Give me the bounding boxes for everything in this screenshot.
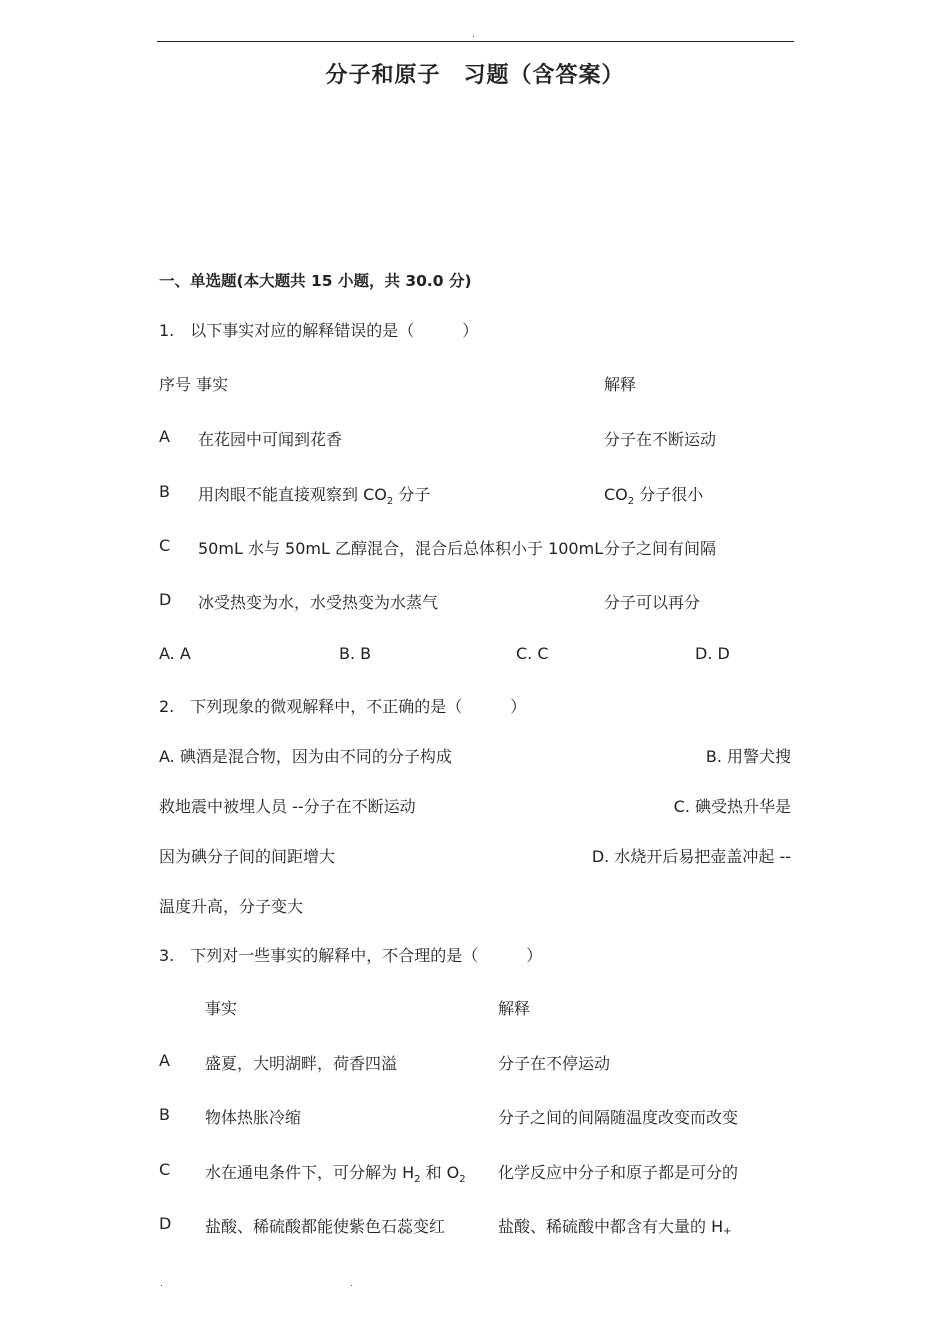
q2-stem: 2. 下列现象的微观解释中，不正确的是（ ） — [159, 697, 527, 716]
q1-stem: 1. 以下事实对应的解释错误的是（ ） — [159, 321, 479, 340]
q1-row-explain: $CO_2$ 分子很小 — [604, 485, 704, 507]
q1-header-explain: 解释 — [604, 375, 637, 394]
q1-header-fact: 序号 事实 — [159, 375, 229, 394]
q3-stem: 3. 下列对一些事实的解释中，不合理的是（ ） — [159, 946, 543, 965]
q1-option-a: A. A — [159, 644, 191, 663]
q1-row-explain: 分子可以再分 — [604, 593, 701, 612]
q3-row-explain: 盐酸、稀硫酸中都含有大量的 H+ — [498, 1217, 732, 1237]
q1-option-c: C. C — [516, 644, 549, 663]
q3-row-explain: 分子之间的间隔随温度改变而改变 — [498, 1108, 739, 1127]
header-dot: . — [472, 30, 475, 40]
footer-dot-right: . — [350, 1279, 353, 1289]
q2-line-left: 救地震中被埋人员 --分子在不断运动 — [159, 797, 416, 816]
q1-row-explain: 分子在不断运动 — [604, 430, 717, 449]
q3-row-fact: 物体热胀冷缩 — [205, 1108, 302, 1127]
footer-dot-left: . — [160, 1279, 163, 1289]
q1-row-fact: 在花园中可闻到花香 — [198, 430, 343, 449]
q3-row-key: D — [159, 1214, 172, 1233]
q3-row-key: B — [159, 1105, 170, 1124]
q1-row-key: A — [159, 427, 170, 446]
q3-header-explain: 解释 — [498, 999, 531, 1018]
q2-line-left: 因为碘分子间的间距增大 — [159, 847, 336, 866]
q1-row-fact: 50mL 水与 50mL 乙醇混合，混合后总体积小于 100mL — [198, 539, 604, 558]
q3-row-explain: 化学反应中分子和原子都是可分的 — [498, 1163, 739, 1182]
q3-row-fact: 盛夏，大明湖畔，荷香四溢 — [205, 1054, 398, 1073]
q2-line-left: A. 碘酒是混合物，因为由不同的分子构成 — [159, 747, 452, 766]
q1-row-key: D — [159, 590, 172, 609]
q3-row-fact: 水在通电条件下，可分解为 $H_2$ 和 $O_2$ — [205, 1163, 466, 1185]
q2-line-left: 温度升高，分子变大 — [159, 897, 304, 916]
q3-row-explain: 分子在不停运动 — [498, 1054, 611, 1073]
q3-header-fact: 事实 — [205, 999, 238, 1018]
q3-row-fact: 盐酸、稀硫酸都能使紫色石蕊变红 — [205, 1217, 446, 1236]
document-title: 分子和原子 习题（含答案） — [325, 63, 625, 88]
q2-line-right: C. 碘受热升华是 — [673, 797, 791, 816]
q1-row-fact: 冰受热变为水，水受热变为水蒸气 — [198, 593, 439, 612]
q2-line-right: B. 用警犬搜 — [705, 747, 791, 766]
q1-row-fact: 用肉眼不能直接观察到 $CO_2$ 分子 — [198, 485, 431, 507]
q2-line-right: D. 水烧开后易把壶盖冲起 -- — [591, 847, 791, 866]
q3-row-key: A — [159, 1051, 170, 1070]
header-rule — [157, 41, 794, 42]
q3-row-key: C — [159, 1160, 171, 1179]
q1-row-key: B — [159, 482, 170, 501]
section-heading: 一、单选题(本大题共 15 小题，共 30.0 分) — [159, 272, 472, 290]
q1-option-b: B. B — [339, 644, 372, 663]
q1-row-explain: 分子之间有间隔 — [604, 539, 717, 558]
q1-option-d: D. D — [695, 644, 730, 663]
q1-row-key: C — [159, 536, 171, 555]
